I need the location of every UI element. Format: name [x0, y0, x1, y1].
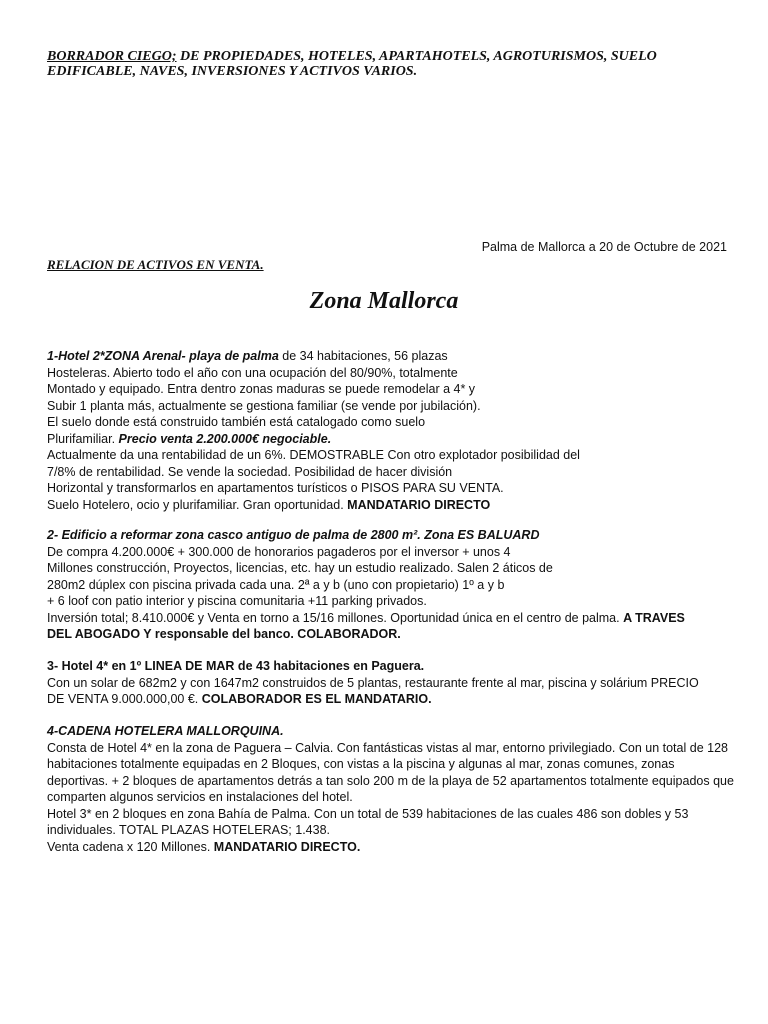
asset-1-line: Hosteleras. Abierto todo el año con una ocupación del 80/90%, totalmente — [47, 365, 458, 380]
asset-2-via: A TRAVES — [623, 610, 685, 625]
asset-1-text: Suelo Hotelero, ocio y plurifamiliar. Gran oportunidad. — [47, 497, 348, 512]
asset-3-heading: 3- Hotel 4* en 1º LINEA DE MAR de 43 habitaciones en Paguera. — [47, 659, 425, 673]
asset-4-heading: 4-CADENA HOTELERA MALLORQUINA. — [47, 724, 284, 738]
document-header — [47, 49, 727, 79]
asset-1-price-line — [47, 431, 737, 448]
zona-title: Zona Mallorca — [309, 288, 459, 314]
asset-2-line: Millones construcción, Proyectos, licencias, etc. hay un estudio realizado. Salen 2 áticos de — [47, 561, 553, 575]
asset-2-investment-line — [47, 610, 737, 627]
asset-4-price-line — [47, 839, 737, 856]
asset-2-line: + 6 loof con patio interior y piscina comunitaria +11 parking privados. — [47, 594, 427, 608]
asset-4-mandate: MANDATARIO DIRECTO. — [213, 839, 361, 854]
asset-2-line: De compra 4.200.000€ + 300.000 de honorarios pagaderos por el inversor + unos 4 — [47, 544, 511, 559]
asset-2-text: Inversión total; 8.410.000€ y Venta en torno a 15/16 millones. Oportunidad única en el centro de palma. — [47, 610, 624, 625]
asset-1-line: Horizontal y transformarlos en apartamentos turísticos o PISOS PARA SU VENTA. — [47, 481, 504, 495]
asset-1-heading: 1-Hotel 2*ZONA Arenal- playa de palma — [47, 349, 279, 363]
asset-2-line: 280m2 dúplex con piscina privada cada una. 2ª a y b (uno con propietario) 1º a y b — [47, 577, 505, 592]
asset-1-text: Plurifamiliar. — [47, 431, 119, 446]
asset-1-line: El suelo donde está construido también está catalogado como suelo — [47, 415, 426, 429]
asset-2-heading: 2- Edificio a reformar zona casco antiguo de palma de 2800 m². Zona ES BALUARD — [47, 528, 540, 542]
asset-1-price: Precio venta 2.200.000€ negociable. — [118, 431, 332, 446]
asset-4-paragraph: Consta de Hotel 4* en la zona de Paguera – Calvia. Con fantásticas vistas al mar, entorno privilegiado. Con un total de 128 habitaciones totalmente equipadas en 2 Bloques, con vistas a la piscina y algunas al mar, zonas comunes, zonas deportivas. + 2 bloques de apartamentos detrás a tan solo 200 m de la playa de 52 apartamentos totalmente equipados que comparten algunos servicios en instalaciones del hotel. — [47, 740, 734, 804]
asset-3-line: Con un solar de 682m2 y con 1647m2 construidos de 5 plantas, restaurante frente al mar, piscina y solárium PRECIO — [47, 675, 699, 690]
asset-1-heading-line — [47, 348, 737, 365]
asset-1-line: Montado y equipado. Entra dentro zonas maduras se puede remodelar a 4* y — [47, 382, 476, 396]
asset-1-line: Actualmente da una rentabilidad de un 6%. DEMOSTRABLE Con otro explotador posibilidad del — [47, 448, 580, 462]
asset-2-collaborator: DEL ABOGADO Y responsable del banco. COLABORADOR. — [47, 627, 401, 641]
asset-4-cadena-hotelera — [47, 723, 737, 855]
assets-list-title: RELACION DE ACTIVOS EN VENTA. — [47, 257, 264, 272]
asset-1-line: 7/8% de rentabilidad. Se vende la sociedad. Posibilidad de hacer división — [47, 464, 453, 479]
asset-2-edificio-baluard — [47, 527, 737, 643]
asset-3-price-line — [47, 691, 737, 708]
asset-3-price: DE VENTA 9.000.000,00 €. — [47, 692, 202, 706]
asset-1-hotel-arenal — [47, 348, 737, 513]
date-line: Palma de Mallorca a 20 de Octubre de 2021 — [481, 240, 727, 254]
header-draft-label: BORRADOR CIEGO; — [47, 49, 177, 64]
asset-1-heading-rest: de 34 habitaciones, 56 plazas — [278, 349, 448, 363]
asset-3-hotel-paguera — [47, 658, 737, 708]
asset-4-paragraph: Hotel 3* en 2 bloques en zona Bahía de Palma. Con un total de 539 habitaciones de las cuales 486 son dobles y 53 individuales. TOTAL PLAZAS HOTELERAS; 1.438. — [47, 806, 689, 837]
asset-3-collaborator: COLABORADOR ES EL MANDATARIO. — [201, 692, 432, 706]
asset-1-closing-line — [47, 497, 737, 514]
header-description: DE PROPIEDADES, HOTELES, APARTAHOTELS, AGROTURISMOS, SUELO EDIFICABLE, NAVES, INVERSIONES Y ACTIVOS VARIOS. — [47, 49, 657, 79]
asset-1-mandate: MANDATARIO DIRECTO — [347, 497, 491, 512]
asset-1-line: Subir 1 planta más, actualmente se gestiona familiar (se vende por jubilación). — [47, 398, 481, 413]
asset-4-price: Venta cadena x 120 Millones. — [47, 839, 214, 854]
